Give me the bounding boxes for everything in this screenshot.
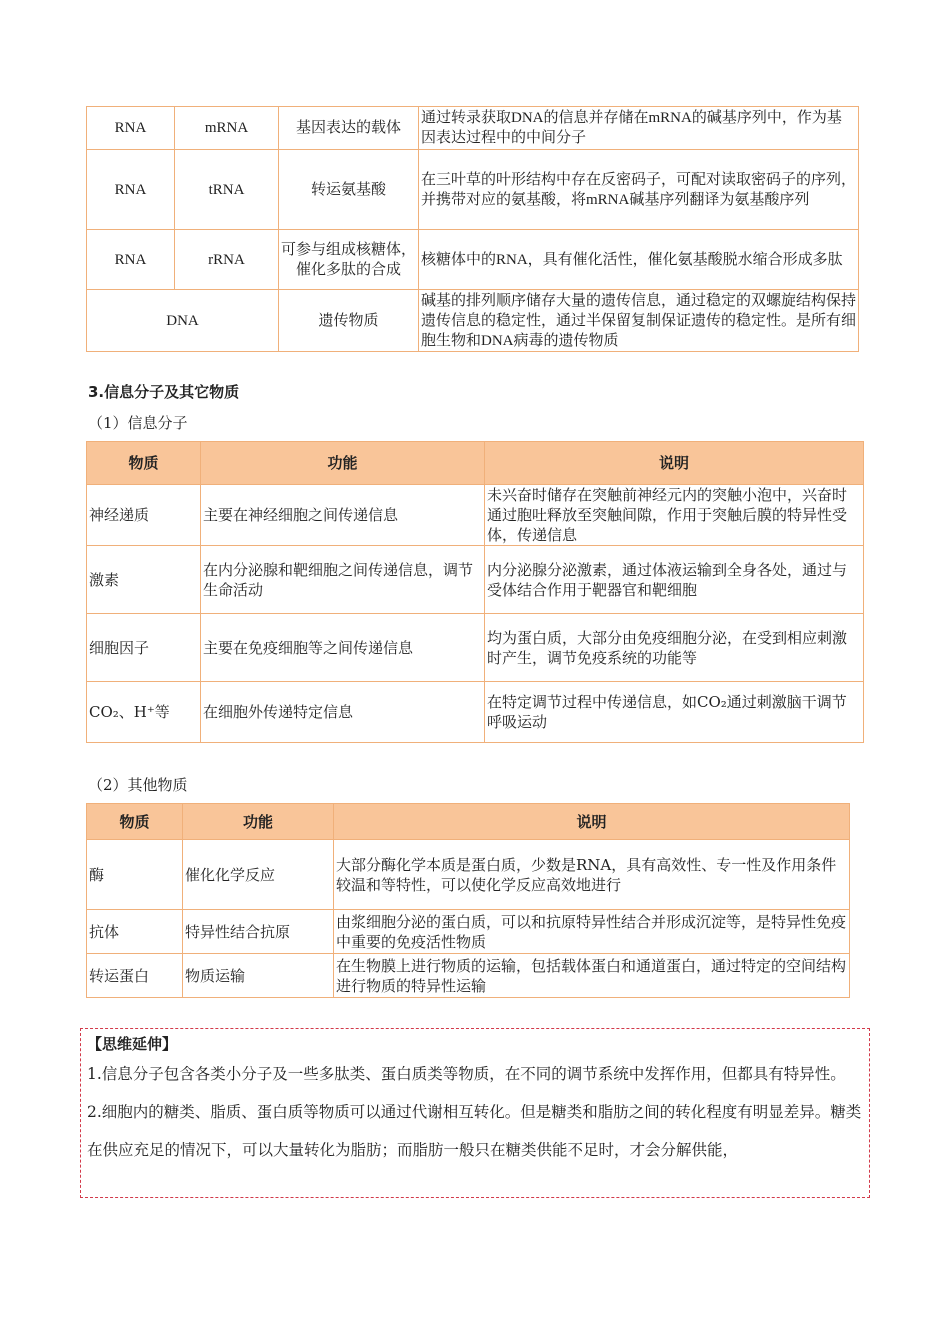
cell-function: 在内分泌腺和靶细胞之间传递信息，调节生命活动 — [201, 546, 485, 614]
cell-function: 催化化学反应 — [183, 840, 334, 910]
extension-point-1: 1.信息分子包含各类小分子及一些多肽类、蛋白质类等物质，在不同的调节系统中发挥作用，但都具有特异性。 — [87, 1065, 846, 1083]
signal-molecule-table — [86, 441, 864, 743]
cell-function: 可参与组成核糖体，催化多肽的合成 — [279, 230, 419, 290]
header-function: 功能 — [183, 804, 334, 840]
nucleic-acid-table — [86, 106, 859, 352]
cell-function: 物质运输 — [183, 954, 334, 998]
header-function: 功能 — [201, 442, 485, 485]
other-substance-table — [86, 803, 850, 998]
cell-description: 由浆细胞分泌的蛋白质，可以和抗原特异性结合并形成沉淀等，是特异性免疫中重要的免疫活性物质 — [334, 910, 850, 954]
table-row — [87, 546, 864, 614]
subsection-title: （1）信息分子 — [88, 414, 188, 432]
header-substance: 物质 — [87, 442, 201, 485]
cell-substance: 酶 — [87, 840, 183, 910]
cell-substance: 神经递质 — [87, 485, 201, 546]
cell-substance: CO₂、H⁺等 — [87, 682, 201, 743]
cell-function: 基因表达的载体 — [279, 107, 419, 150]
table-row — [87, 230, 859, 290]
table-row — [87, 290, 859, 352]
cell-description: 均为蛋白质，大部分由免疫细胞分泌，在受到相应刺激时产生，调节免疫系统的功能等 — [485, 614, 864, 682]
subsection-title: （2）其他物质 — [88, 776, 188, 794]
table-row — [87, 954, 850, 998]
thinking-extension-box — [80, 1028, 870, 1198]
table-row — [87, 485, 864, 546]
cell-subtype: tRNA — [175, 150, 279, 230]
cell-function: 特异性结合抗原 — [183, 910, 334, 954]
table-row — [87, 614, 864, 682]
cell-type: RNA — [87, 150, 175, 230]
cell-subtype: rRNA — [175, 230, 279, 290]
cell-description: 核糖体中的RNA，具有催化活性，催化氨基酸脱水缩合形成多肽 — [419, 230, 859, 290]
cell-description: 在特定调节过程中传递信息，如CO₂通过刺激脑干调节呼吸运动 — [485, 682, 864, 743]
cell-type: RNA — [87, 230, 175, 290]
cell-substance: 细胞因子 — [87, 614, 201, 682]
cell-subtype: mRNA — [175, 107, 279, 150]
cell-description: 在生物膜上进行物质的运输，包括载体蛋白和通道蛋白，通过特定的空间结构进行物质的特异性运输 — [334, 954, 850, 998]
cell-description: 内分泌腺分泌激素，通过体液运输到全身各处，通过与受体结合作用于靶器官和靶细胞 — [485, 546, 864, 614]
extension-point-2: 2.细胞内的糖类、脂质、蛋白质等物质可以通过代谢相互转化。但是糖类和脂肪之间的转化程度有明显差异。糖类在供应充足的情况下，可以大量转化为脂肪；而脂肪一般只在糖类供能不足时，才会分解供能， — [87, 1103, 862, 1159]
extension-title: 【思维延伸】 — [87, 1035, 178, 1053]
cell-function: 在细胞外传递特定信息 — [201, 682, 485, 743]
cell-description: 碱基的排列顺序储存大量的遗传信息，通过稳定的双螺旋结构保持遗传信息的稳定性，通过半保留复制保证遗传的稳定性。是所有细胞生物和DNA病毒的遗传物质 — [419, 290, 859, 352]
cell-function: 转运氨基酸 — [279, 150, 419, 230]
cell-function: 主要在神经细胞之间传递信息 — [201, 485, 485, 546]
cell-type: DNA — [87, 290, 279, 352]
header-description: 说明 — [334, 804, 850, 840]
table-row — [87, 840, 850, 910]
section-heading: 3.信息分子及其它物质 — [88, 383, 240, 401]
table-header-row — [87, 442, 864, 485]
table-row — [87, 682, 864, 743]
table-row — [87, 107, 859, 150]
cell-substance: 激素 — [87, 546, 201, 614]
cell-function: 主要在免疫细胞等之间传递信息 — [201, 614, 485, 682]
cell-substance: 抗体 — [87, 910, 183, 954]
cell-type: RNA — [87, 107, 175, 150]
header-description: 说明 — [485, 442, 864, 485]
cell-function: 遗传物质 — [279, 290, 419, 352]
cell-description: 大部分酶化学本质是蛋白质，少数是RNA，具有高效性、专一性及作用条件较温和等特性，可以使化学反应高效地进行 — [334, 840, 850, 910]
cell-description: 在三叶草的叶形结构中存在反密码子，可配对读取密码子的序列，并携带对应的氨基酸，将mRNA碱基序列翻译为氨基酸序列 — [419, 150, 859, 230]
cell-substance: 转运蛋白 — [87, 954, 183, 998]
table-row — [87, 910, 850, 954]
header-substance: 物质 — [87, 804, 183, 840]
cell-description: 通过转录获取DNA的信息并存储在mRNA的碱基序列中，作为基因表达过程中的中间分子 — [419, 107, 859, 150]
cell-description: 未兴奋时储存在突触前神经元内的突触小泡中，兴奋时通过胞吐释放至突触间隙，作用于突触后膜的特异性受体，传递信息 — [485, 485, 864, 546]
table-row — [87, 150, 859, 230]
table-header-row — [87, 804, 850, 840]
